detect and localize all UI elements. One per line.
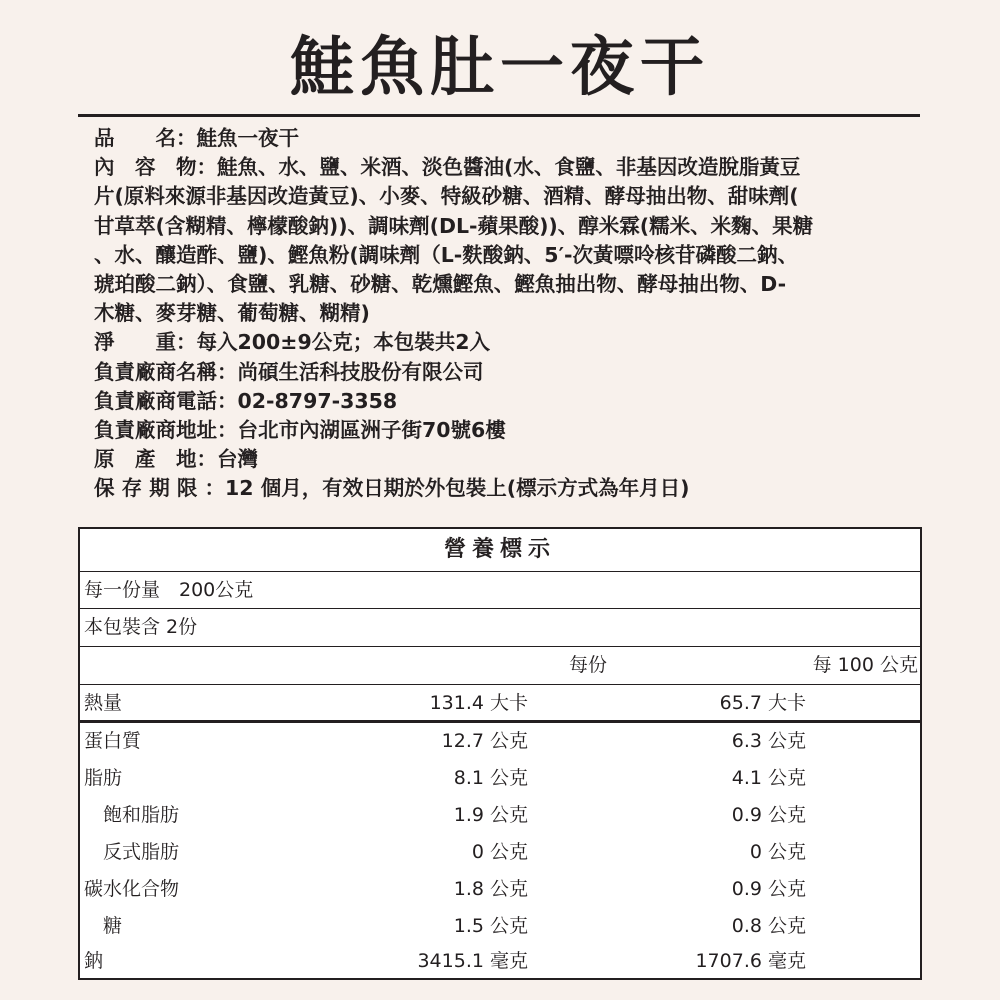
nutrient-label: 鈉 (84, 950, 104, 972)
nutrition-row (80, 684, 920, 721)
spec-ingredients (94, 153, 904, 328)
nutrient-label: 蛋白質 (84, 730, 142, 752)
nutrient-per-serving: 1.9 公克 (453, 804, 528, 826)
nutrient-label: 反式脂肪 (84, 841, 180, 863)
nutrient-label: 碳水化合物 (84, 878, 180, 900)
spec-maker-name: 負責廠商名稱：尚碩生活科技股份有限公司 (94, 359, 484, 384)
nutrient-per-100g: 0.8 公克 (731, 915, 806, 937)
nutrient-per-100g: 6.3 公克 (731, 730, 806, 752)
nutrient-per-100g: 0 公克 (749, 841, 806, 863)
nutrition-title-row (80, 529, 920, 571)
nutrient-per-serving: 8.1 公克 (453, 767, 528, 789)
ingredients-line: 片(原料來源非基因改造黃豆)、小麥、特級砂糖、酒精、酵母抽出物、甜味劑( (94, 184, 799, 209)
nutrient-per-serving: 131.4 大卡 (429, 692, 528, 714)
nutrition-row (80, 720, 920, 760)
nutrition-title: 營養標示 (443, 537, 556, 562)
nutrition-table (78, 527, 922, 980)
nutrition-row (80, 871, 920, 908)
ingredients-line: 琥珀酸二鈉）、食鹽、乳糖、砂糖、乾燻鰹魚、鰹魚抽出物、酵母抽出物、D- (94, 271, 787, 296)
nutrition-row (80, 797, 920, 834)
nutrient-per-100g: 0.9 公克 (731, 804, 806, 826)
nutrient-per-100g: 4.1 公克 (731, 767, 806, 789)
nutrient-per-serving: 1.8 公克 (453, 878, 528, 900)
nutrient-per-100g: 0.9 公克 (731, 878, 806, 900)
nutrient-label: 糖 (84, 915, 123, 937)
column-header-per-serving: 每份 (568, 654, 607, 676)
nutrient-per-serving: 1.5 公克 (453, 915, 528, 937)
spec-maker-address: 負責廠商地址：台北市內湖區洲子街70號6樓 (94, 417, 506, 442)
nutrient-per-serving: 12.7 公克 (441, 730, 528, 752)
ingredients-line: 甘草萃(含糊精、檸檬酸鈉))、調味劑(DL-蘋果酸))、醇米霖(糯米、米麴、果糖 (94, 213, 814, 238)
serving-size-row (80, 571, 920, 608)
spec-name: 品 名：鮭魚一夜干 (94, 126, 299, 150)
nutrition-row (80, 945, 920, 978)
spec-shelf-life: 保 存 期 限 ：12 個月，有效日期於外包裝上(標示方式為年月日) (94, 476, 690, 501)
nutrient-per-serving: 3415.1 毫克 (417, 950, 528, 972)
product-title: 鮭魚肚一夜干 (290, 31, 710, 105)
product-spec (94, 124, 904, 503)
spec-maker-phone: 負責廠商電話：02-8797-3358 (94, 388, 398, 413)
servings-per-pack-row (80, 608, 920, 646)
ingredients-line: 木糖、麥芽糖、葡萄糖、糊精) (94, 301, 370, 326)
nutrient-label: 熱量 (84, 692, 123, 714)
nutrient-label: 脂肪 (84, 767, 123, 789)
ingredients-line: 內 容 物：鮭魚、水、鹽、米酒、淡色醬油(水、食鹽、非基因改造脫脂黃豆 (94, 155, 801, 180)
nutrition-row (80, 760, 920, 797)
nutrient-per-serving: 0 公克 (471, 841, 528, 863)
column-header-per-100g: 每 100 公克 (812, 654, 918, 676)
serving-size: 每一份量 200公克 (84, 579, 254, 601)
nutrient-per-100g: 65.7 大卡 (719, 692, 806, 714)
spec-net-weight: 淨 重：每入200±9公克；本包裝共2入 (94, 330, 490, 355)
ingredients-line: 、水、釀造酢、鹽)、鰹魚粉(調味劑（L-麩酸鈉、5′-次黃嘌呤核苷磷酸二鈉、 (94, 242, 798, 267)
nutrient-per-100g: 1707.6 毫克 (695, 950, 806, 972)
nutrition-row (80, 834, 920, 871)
nutrient-label: 飽和脂肪 (84, 804, 180, 826)
servings-per-pack: 本包裝含 2份 (84, 616, 198, 638)
spec-origin: 原 產 地：台灣 (94, 447, 258, 472)
nutrition-row (80, 908, 920, 945)
title-divider (78, 114, 920, 117)
column-header-row (80, 646, 920, 684)
